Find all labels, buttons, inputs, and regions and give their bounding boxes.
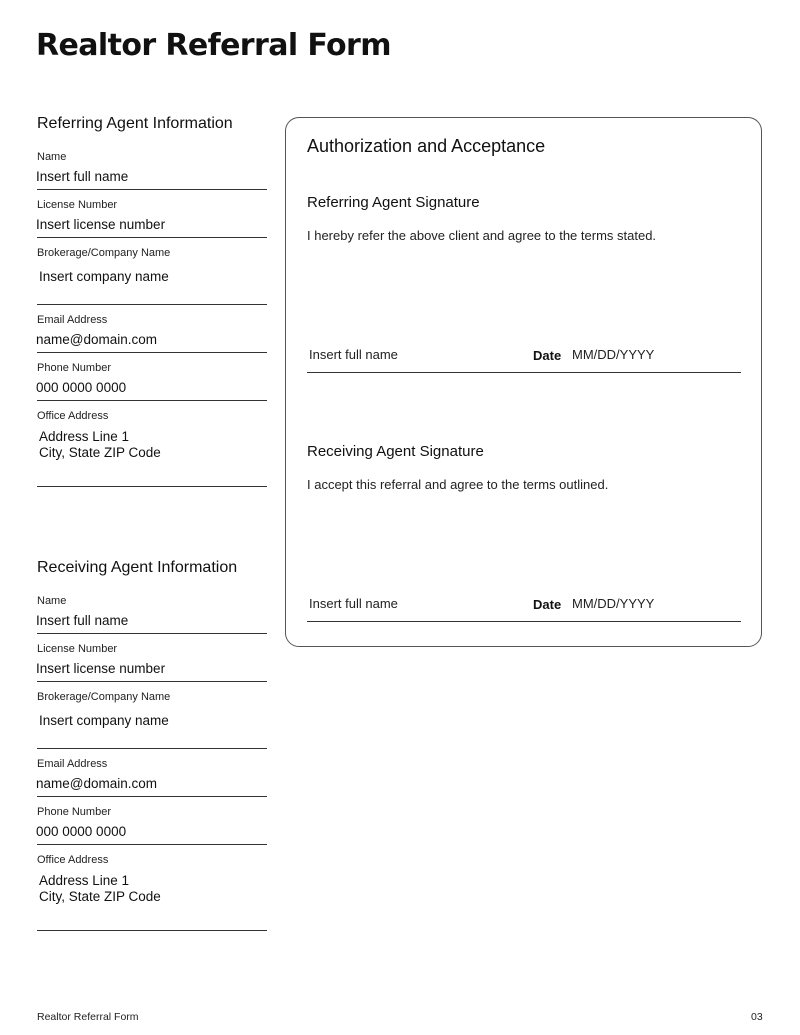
page-title: Realtor Referral Form <box>36 28 391 63</box>
authorization-heading: Authorization and Acceptance <box>307 136 546 156</box>
referring-signature-name-field[interactable]: Insert full name <box>309 347 398 362</box>
referring-address-field[interactable]: Address Line 1 City, State ZIP Code <box>39 429 161 460</box>
receiving-address-label: Office Address <box>37 854 109 866</box>
referring-email-label: Email Address <box>37 314 108 326</box>
referring-signature-date-field[interactable]: MM/DD/YYYY <box>572 347 655 362</box>
referring-name-field[interactable]: Insert full name <box>36 169 129 184</box>
receiving-signature-statement: I accept this referral and agree to the terms outlined. <box>307 477 609 492</box>
receiving-signature-heading: Receiving Agent Signature <box>307 443 484 460</box>
referring-signature-date-label: Date <box>533 348 562 363</box>
receiving-signature-name-field[interactable]: Insert full name <box>309 596 398 611</box>
receiving-phone-field[interactable]: 000 0000 0000 <box>36 824 127 839</box>
receiving-phone-label: Phone Number <box>37 806 111 818</box>
footer-title: Realtor Referral Form <box>37 1011 139 1023</box>
receiving-company-underline <box>37 748 267 749</box>
referring-license-label: License Number <box>37 199 118 211</box>
receiving-address-underline <box>37 930 267 931</box>
referring-signature-statement: I hereby refer the above client and agree to the terms stated. <box>307 228 657 243</box>
referring-email-field[interactable]: name@domain.com <box>36 332 158 347</box>
receiving-email-label: Email Address <box>37 758 108 770</box>
referring-phone-label: Phone Number <box>37 362 111 374</box>
receiving-email-field[interactable]: name@domain.com <box>36 776 158 791</box>
referring-phone-field[interactable]: 000 0000 0000 <box>36 380 127 395</box>
referring-email-underline <box>37 352 267 353</box>
referring-signature-heading: Referring Agent Signature <box>307 194 480 211</box>
receiving-email-underline <box>37 796 267 797</box>
referring-license-field[interactable]: Insert license number <box>36 217 166 232</box>
referring-company-label: Brokerage/Company Name <box>37 247 171 259</box>
page-number: 03 <box>751 1011 763 1023</box>
referring-address-underline <box>37 486 267 487</box>
referring-company-field[interactable]: Insert company name <box>39 269 169 284</box>
receiving-signature-date-field[interactable]: MM/DD/YYYY <box>572 596 655 611</box>
referring-name-underline <box>37 189 267 190</box>
referring-name-label: Name <box>37 151 67 163</box>
receiving-signature-date-label: Date <box>533 597 562 612</box>
receiving-license-field[interactable]: Insert license number <box>36 661 166 676</box>
referring-phone-underline <box>37 400 267 401</box>
referring-section-heading: Referring Agent Information <box>37 115 233 132</box>
receiving-license-label: License Number <box>37 643 118 655</box>
receiving-name-field[interactable]: Insert full name <box>36 613 129 628</box>
receiving-name-underline <box>37 633 267 634</box>
referring-address-label: Office Address <box>37 410 109 422</box>
receiving-address-field[interactable]: Address Line 1 City, State ZIP Code <box>39 873 161 904</box>
referring-license-underline <box>37 237 267 238</box>
receiving-signature-underline <box>307 621 741 622</box>
referring-signature-underline <box>307 372 741 373</box>
receiving-company-label: Brokerage/Company Name <box>37 691 171 703</box>
receiving-name-label: Name <box>37 595 67 607</box>
receiving-license-underline <box>37 681 267 682</box>
receiving-company-field[interactable]: Insert company name <box>39 713 169 728</box>
referring-company-underline <box>37 304 267 305</box>
receiving-section-heading: Receiving Agent Information <box>37 559 238 576</box>
receiving-phone-underline <box>37 844 267 845</box>
